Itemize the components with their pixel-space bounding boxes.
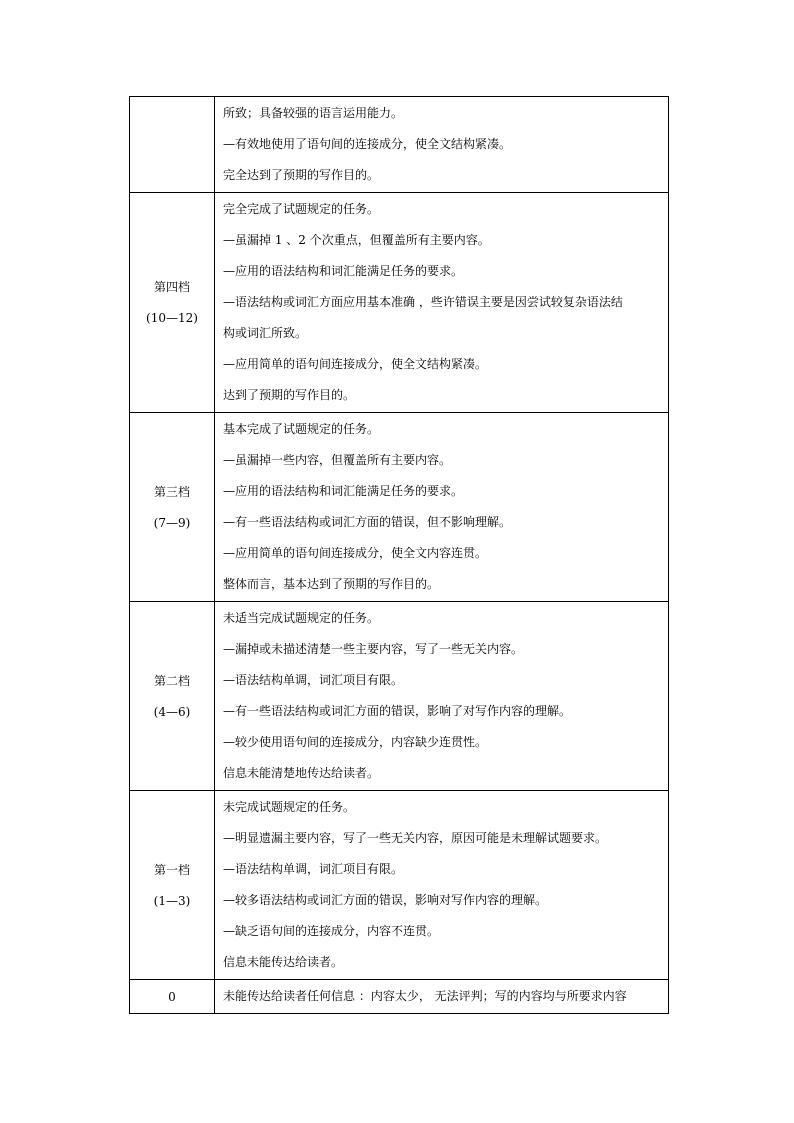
description-line: 构或词汇所致。 [223,326,308,340]
grade-cell [130,193,215,413]
description-line: —较少使用语句间的连接成分，内容缺少连贯性。 [223,735,488,749]
rubric-row-continued [130,97,669,193]
rubric-row-grade-2 [130,602,669,791]
grade-name: 第一档 [153,862,190,877]
description-cell [215,980,669,1014]
description-line: 基本完成了试题规定的任务。 [223,422,380,436]
description-line: —明显遗漏主要内容，写了一些无关内容，原因可能是未理解试题要求。 [223,831,608,845]
description-line: 未完成试题规定的任务。 [223,800,356,814]
description-line: —语法结构单调，词汇项目有限。 [223,673,404,687]
scoring-rubric-table [129,96,669,1014]
description-line: —语法结构单调，词汇项目有限。 [223,862,404,876]
rubric-row-grade-1 [130,791,669,980]
description-line: 信息未能传达给读者。 [223,955,344,969]
description-cell [215,791,669,980]
description-line: 未能传达给读者任何信息 ：内容太少， 无法评判；写的内容均与所要求内容 [223,989,627,1003]
description-line: 信息未能清楚地传达给读者。 [223,766,380,780]
grade-cell [130,602,215,791]
grade-cell [130,980,215,1014]
description-line: 完全达到了预期的写作目的。 [223,168,380,182]
description-line: —漏掉或未描述清楚一些主要内容，写了一些无关内容。 [223,642,524,656]
description-cell [215,413,669,602]
description-line: 整体而言，基本达到了预期的写作目的。 [223,577,440,591]
description-line: —有一些语法结构或词汇方面的错误，影响了对写作内容的理解。 [223,704,572,718]
grade-cell [130,413,215,602]
description-cell [215,97,669,193]
grade-name: 第四档 [153,280,190,294]
description-line: 达到了预期的写作目的。 [223,388,356,402]
grade-score-range: (7—9) [153,515,191,530]
description-line: —虽漏掉 1 、2 个次重点，但覆盖所有主要内容。 [223,233,490,247]
grade-score-range: (1—3) [153,893,191,908]
description-line: —应用简单的语句间连接成分，使全文内容连贯。 [223,546,488,560]
description-cell [215,602,669,791]
description-line: —语法结构或词汇方面应用基本准确 ，些许错误主要是因尝试较复杂语法结 [223,295,623,309]
grade-name: 第二档 [153,673,190,688]
rubric-row-grade-3 [130,413,669,602]
rubric-row-grade-4 [130,193,669,413]
description-line: —有效地使用了语句间的连接成分，使全文结构紧凑。 [223,137,512,151]
description-line: —应用的语法结构和词汇能满足任务的要求。 [223,484,464,498]
rubric-row-grade-0 [130,980,669,1014]
description-line: —虽漏掉一些内容，但覆盖所有主要内容。 [223,453,452,467]
description-line: —应用简单的语句间连接成分，使全文结构紧凑。 [223,357,488,371]
description-line: 所致；具备较强的语言运用能力。 [223,106,404,120]
description-line: 未适当完成试题规定的任务。 [223,611,380,625]
grade-cell [130,791,215,980]
description-line: —有一些语法结构或词汇方面的错误，但不影响理解。 [223,515,512,529]
grade-name: 0 [168,989,176,1004]
description-line: 完全完成了试题规定的任务。 [223,202,380,216]
grade-cell-empty [130,97,215,193]
grade-name: 第三档 [153,484,190,499]
description-line: —应用的语法结构和词汇能满足任务的要求。 [223,264,464,278]
grade-score-range: (4—6) [153,704,191,719]
grade-score-range: (10—12) [146,311,198,325]
description-cell [215,193,669,413]
description-line: —较多语法结构或词汇方面的错误，影响对写作内容的理解。 [223,893,548,907]
description-line: —缺乏语句间的连接成分，内容不连贯。 [223,924,440,938]
